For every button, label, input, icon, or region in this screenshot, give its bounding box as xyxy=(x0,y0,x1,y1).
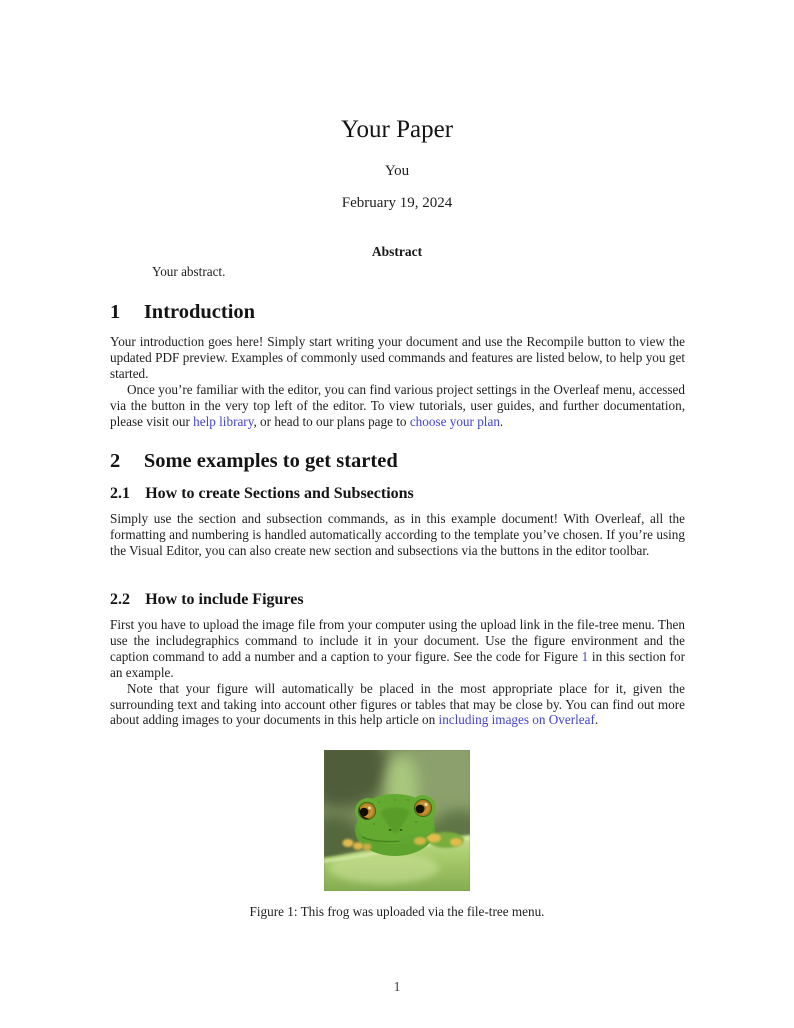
abstract-heading: Abstract xyxy=(371,244,423,259)
subsection-heading-figures xyxy=(110,592,710,608)
paper-author: You xyxy=(384,163,410,179)
body-paragraph xyxy=(110,617,685,681)
section-title: Introduction xyxy=(143,301,256,323)
subsection-heading-sections xyxy=(110,486,710,502)
subsection-title: How to include Figures xyxy=(145,591,304,608)
subsection-title: How to create Sections and Subsections xyxy=(145,485,414,502)
figure-frog-image xyxy=(324,750,470,891)
text-run: Your introduction goes here! Simply start writing your document and use the Recompile button to view the updated PDF preview. Examples of commonly used commands and features are listed below, to help you get started. xyxy=(110,334,685,381)
body-paragraph xyxy=(110,334,685,382)
sections-body xyxy=(110,511,685,559)
text-run: Once you’re familiar with the editor, you can find various project settings in the Overleaf menu, accessed via the button in the very top left of the editor. To view tutorials, user guides, and further documentation, please visit our xyxy=(110,381,685,429)
text-run: . xyxy=(499,413,504,429)
body-paragraph xyxy=(110,681,685,729)
figures-body xyxy=(110,617,685,728)
section-number: 2 xyxy=(110,450,121,472)
paper-title: Your Paper xyxy=(340,116,454,143)
section-number: 1 xyxy=(110,301,121,323)
hyperlink[interactable]: choose your plan xyxy=(409,413,500,429)
frog-photo-illustration xyxy=(324,750,470,891)
hyperlink[interactable]: including images on Overleaf xyxy=(438,712,595,728)
hyperlink[interactable]: help library xyxy=(193,413,254,429)
text-run: . xyxy=(594,712,599,728)
abstract-text: Your abstract. xyxy=(152,264,226,279)
text-run: Note that your figure will automatically be placed in the most appropriate place for it, given the surrounding text and taking into account other figures or tables that may be close by. You can find out more about adding images to your documents in this help article on xyxy=(110,680,685,728)
text-run: Simply use the section and subsection commands, as in this example document! With Overleaf, all the formatting and numbering is handled automatically according to the template you’ve chosen. If you’re using the Visual Editor, you can also create new section and subsections via the buttons in the editor toolbar. xyxy=(110,511,685,558)
section-title: Some examples to get started xyxy=(143,450,398,472)
text-run: , or head to our plans page to xyxy=(253,413,410,429)
introduction-body xyxy=(110,334,685,429)
section-heading-examples xyxy=(110,451,710,472)
page-number: 1 xyxy=(393,979,401,994)
subsection-number: 2.2 xyxy=(110,591,130,608)
body-paragraph xyxy=(110,511,685,559)
body-paragraph xyxy=(110,382,685,430)
paper-date: February 19, 2024 xyxy=(341,195,453,211)
section-heading-introduction xyxy=(110,302,710,323)
text-run: in this section for an example. xyxy=(110,648,685,680)
hyperlink[interactable]: 1 xyxy=(581,648,589,664)
figure-caption: Figure 1: This frog was uploaded via the file-tree menu. xyxy=(249,904,545,919)
subsection-number: 2.1 xyxy=(110,485,130,502)
text-run: First you have to upload the image file from your computer using the upload link in the file-tree menu. Then use the includegraphics command to include it in your document. Use the figure environment and the caption command to add a number and a caption to your figure. See the code for Figure xyxy=(110,617,685,664)
